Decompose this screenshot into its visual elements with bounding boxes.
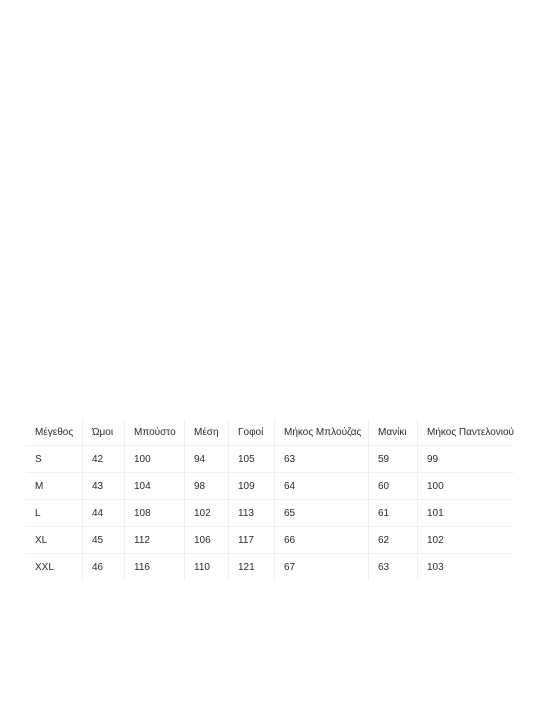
cell-trouser-length: 99	[418, 446, 515, 473]
cell-trouser-length: 103	[427, 561, 444, 573]
cell-shoulders: 43	[83, 473, 125, 500]
header-waist: Μέση	[185, 419, 229, 446]
table-row	[26, 473, 514, 500]
cell-waist: 102	[185, 500, 229, 527]
header-top-length: Μήκος Μπλούζας	[275, 419, 369, 446]
header-trouser-length: Μήκος Παντελονιού	[418, 419, 515, 446]
cell-top-length: 63	[275, 446, 369, 473]
header-shoulders: Ώμοι	[83, 419, 125, 446]
cell-top-length: 65	[275, 500, 369, 527]
cell-bust: 108	[125, 500, 185, 527]
cell-hips: 121	[229, 554, 275, 581]
cell-hips: 117	[229, 527, 275, 554]
cell-shoulders: 42	[83, 446, 125, 473]
table-header-row	[26, 419, 514, 446]
header-size: Μέγεθος	[26, 419, 83, 446]
cell-hips: 105	[229, 446, 275, 473]
cell-sleeve: 60	[369, 473, 418, 500]
cell-waist: 94	[185, 446, 229, 473]
cell-size: M	[26, 473, 83, 500]
table-row	[26, 527, 514, 554]
cell-shoulders: 45	[83, 527, 125, 554]
size-chart-table	[26, 419, 514, 580]
cell-shoulders: 44	[83, 500, 125, 527]
header-hips: Γοφοί	[229, 419, 275, 446]
cell-trouser-length: 101	[418, 500, 515, 527]
table-row	[26, 446, 514, 473]
cell-hips: 109	[229, 473, 275, 500]
cell-trouser-length: 100	[418, 473, 515, 500]
cell-bust: 116	[125, 554, 185, 581]
cell-top-length: 66	[275, 527, 369, 554]
cell-size: XL	[26, 527, 83, 554]
cell-top-length: 64	[275, 473, 369, 500]
cell-size: XXL	[26, 554, 83, 581]
cell-size: L	[26, 500, 83, 527]
cell-waist: 110	[185, 554, 229, 581]
cell-waist: 98	[185, 473, 229, 500]
cell-trouser-length: 102	[418, 527, 515, 554]
cell-bust: 112	[125, 527, 185, 554]
cell-sleeve: 59	[369, 446, 418, 473]
cell-sleeve: 63	[369, 554, 418, 581]
header-sleeve: Μανίκι	[369, 419, 418, 446]
cell-size: S	[26, 446, 83, 473]
cell-sleeve: 62	[369, 527, 418, 554]
table-row	[26, 500, 514, 527]
cell-waist: 106	[185, 527, 229, 554]
table-row	[26, 554, 514, 581]
cell-sleeve: 61	[369, 500, 418, 527]
cell-bust: 100	[125, 446, 185, 473]
cell-top-length: 67	[275, 554, 369, 581]
cell-bust: 104	[125, 473, 185, 500]
cell-hips: 113	[229, 500, 275, 527]
cell-shoulders: 46	[83, 554, 125, 581]
header-bust: Μπούστο	[125, 419, 185, 446]
